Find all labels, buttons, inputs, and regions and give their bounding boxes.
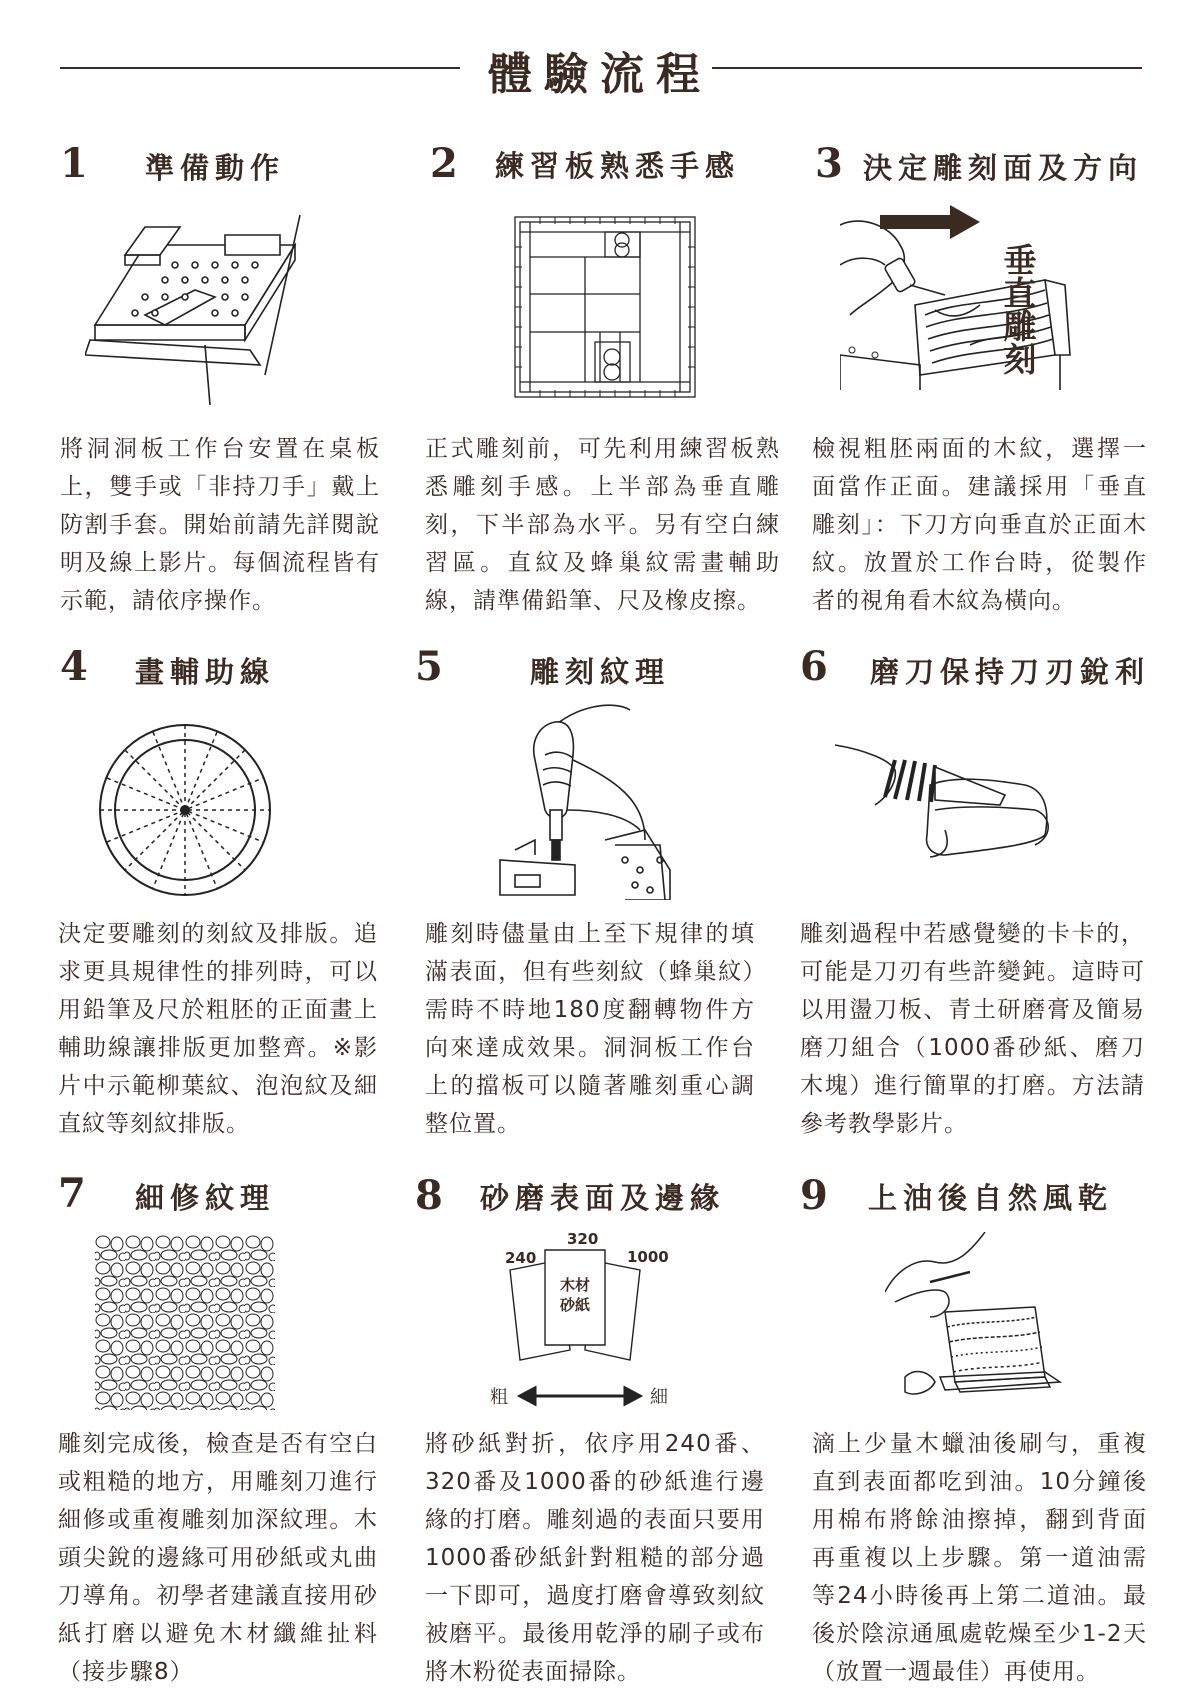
step-3-number: 3 (815, 140, 843, 187)
step-4-description: 決定要雕刻的刻紋及排版。追求更具規律性的排列時，可以用鉛筆及尺於粗胚的正面畫上輔助線讓排版更加整齊。※影片中示範柳葉紋、泡泡紋及細直紋等刻紋排版。 (58, 921, 378, 1137)
step-8-number: 8 (415, 1172, 443, 1219)
step-8-illustration (490, 1230, 670, 1410)
step-2-description: 正式雕刻前，可先利用練習板熟悉雕刻手感。上半部為垂直雕刻，下半部為水平。另有空白練習區。直紋及蜂巢紋需畫輔助線，請準備鉛筆、尺及橡皮擦。 (425, 436, 780, 614)
step-9-description: 滴上少量木蠟油後刷勻，重複直到表面都吃到油。10分鐘後用棉布將餘油擦掉，翻到背面再重複以上步驟。第一道油需等24小時後再上第二道油。最後於陰涼通風處乾燥至少1-2天（放置一週最佳）再使用。 (812, 1431, 1147, 1685)
step-6-title: 磨刀保持刀刃銳利 (870, 655, 1151, 689)
step-5-number: 5 (415, 643, 443, 690)
step-7-description: 雕刻完成後，檢查是否有空白或粗糙的地方，用雕刻刀進行細修或重複雕刻加深紋理。木頭尖銳的邊緣可用砂紙或丸曲刀導角。初學者建議直接用砂紙打磨以避免木材纖維扯料（接步驟8） (58, 1431, 378, 1685)
step-3-illustration (840, 205, 1090, 395)
step-8-block-label-2: 砂紙 (560, 1296, 591, 1314)
step-2-illustration (510, 212, 700, 402)
step-8-grit-240: 240 (505, 1249, 537, 1267)
step-6-illustration (835, 735, 1075, 875)
step-4-illustration (95, 720, 275, 900)
page-title: 體驗流程 (488, 49, 712, 100)
step-5-description: 雕刻時儘量由上至下規律的填滿表面，但有些刻紋（蜂巢紋）需時不時地180度翻轉物件方向來達成效果。洞洞板工作台上的擋板可以隨著雕刻重心調整位置。 (425, 921, 755, 1137)
step-3-direction-label: 垂直雕刻 (998, 243, 1038, 375)
step-4-number: 4 (60, 643, 88, 690)
step-7-number: 7 (58, 1170, 86, 1217)
step-7-title: 細修紋理 (135, 1181, 276, 1215)
step-1-title: 準備動作 (145, 151, 286, 185)
step-8-arrow-icon (520, 1388, 640, 1404)
step-9-title: 上油後自然風乾 (868, 1181, 1114, 1215)
step-1-description: 將洞洞板工作台安置在桌板上，雙手或「非持刀手」戴上防割手套。開始前請先詳閱說明及線上影片。每個流程皆有示範，請依序操作。 (60, 436, 380, 614)
step-3-title: 決定雕刻面及方向 (863, 151, 1144, 185)
step-6-number: 6 (800, 643, 828, 690)
step-6-description: 雕刻過程中若感覺變的卡卡的，可能是刀刃有些許變鈍。這時可以用盪刀板、青土研磨膏及簡易磨刀組合（1000番砂紙、磨刀木塊）進行簡單的打磨。方法請參考教學影片。 (800, 921, 1145, 1137)
step-9-number: 9 (800, 1172, 828, 1219)
step-9-illustration (885, 1232, 1065, 1402)
step-4-title: 畫輔助線 (135, 655, 276, 689)
step-5-illustration (495, 700, 705, 900)
step-1-illustration (85, 215, 325, 410)
step-8-description: 將砂紙對折，依序用240番、320番及1000番的砂紙進行邊緣的打磨。雕刻過的表面只要用1000番砂紙針對粗糙的部分過一下即可，過度打磨會導致刻紋被磨平。最後用乾淨的刷子或布將木粉從表面掃除。 (425, 1431, 765, 1685)
step-8-title: 砂磨表面及邊緣 (480, 1181, 726, 1215)
step-2-title: 練習板熟悉手感 (495, 149, 741, 183)
step-3-description: 檢視粗胚兩面的木紋，選擇一面當作正面。建議採用「垂直雕刻」：下刀方向垂直於正面木紋。放置於工作台時，從製作者的視角看木紋為橫向。 (812, 436, 1147, 614)
header-rule-right (712, 67, 1142, 69)
step-8-block-label-1: 木材 (560, 1276, 591, 1294)
step-8-fine-label: 細 (650, 1387, 668, 1408)
step-8-grit-1000: 1000 (627, 1248, 669, 1266)
step-1-number: 1 (60, 140, 88, 187)
step-5-title: 雕刻紋理 (530, 655, 671, 689)
step-8-coarse-label: 粗 (490, 1387, 508, 1408)
step-2-number: 2 (430, 140, 458, 187)
step-8-grit-320: 320 (567, 1230, 599, 1248)
step-7-illustration (95, 1235, 275, 1410)
